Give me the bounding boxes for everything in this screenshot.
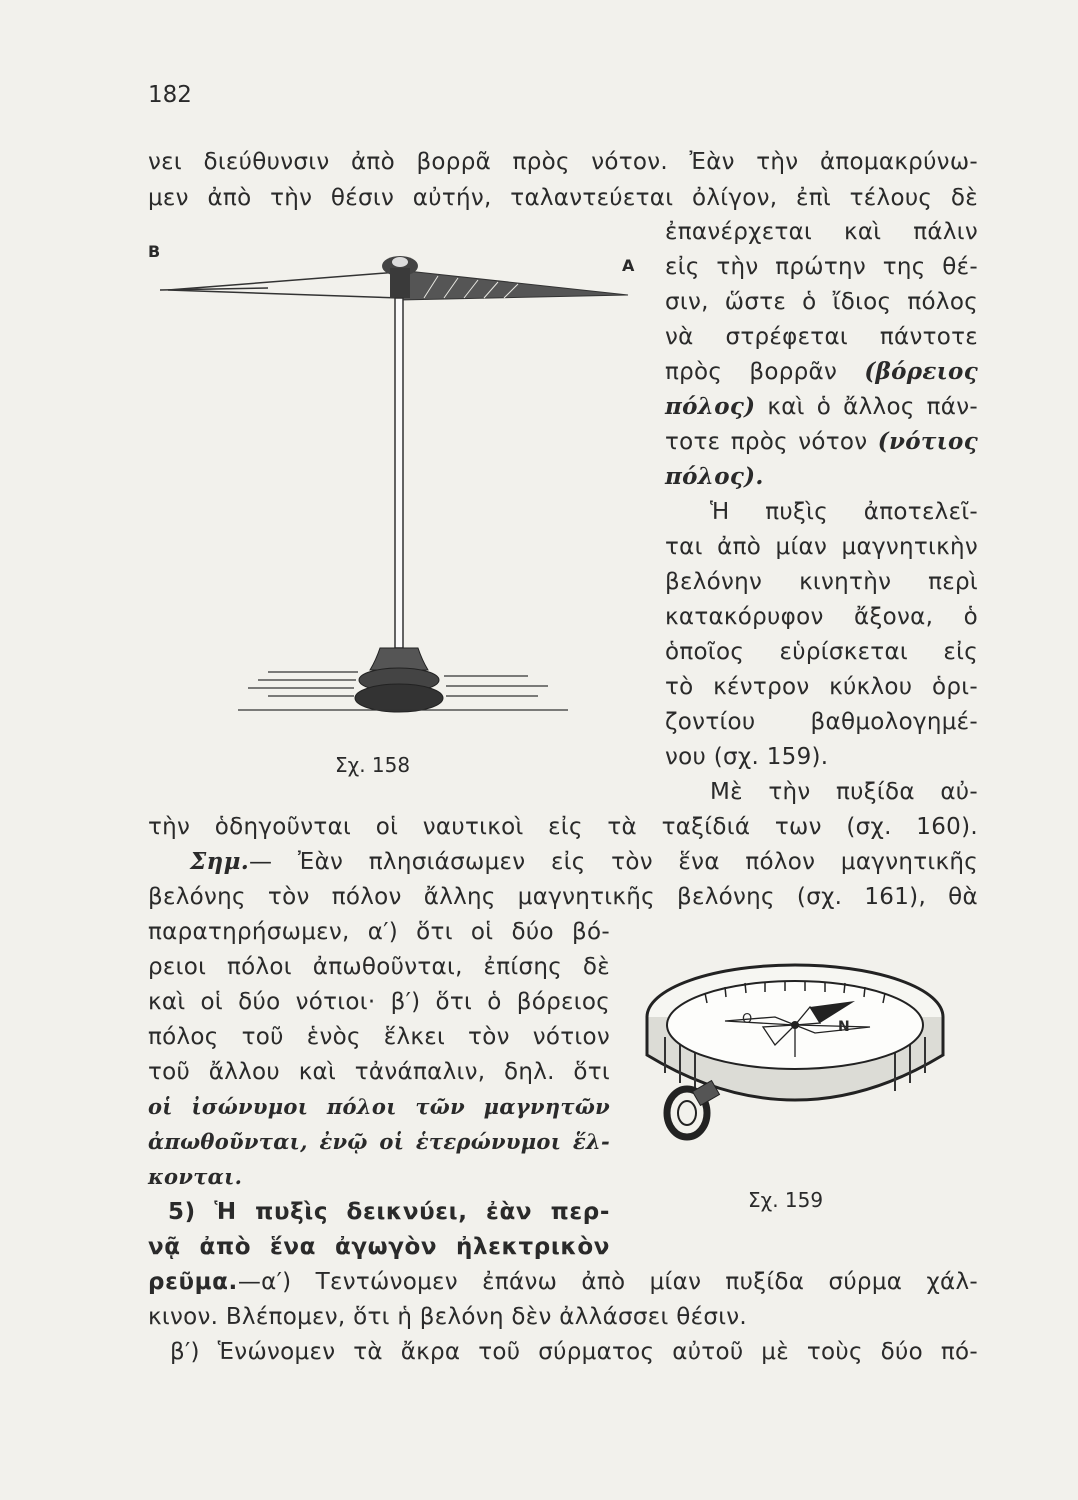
text-line: σιν, ὥστε ὁ ἴδιος πόλος [665,289,978,315]
text-line: Μὲ τὴν πυξίδα αὐ- [710,779,978,805]
text-line: τὸ κέντρον κύκλου ὁρι- [665,674,978,700]
text-line: κινον. Βλέπομεν, ὅτι ἡ βελόνη δὲν ἀλλάσσει θέσιν. [148,1304,748,1330]
text-line: μεν ἀπὸ τὴν θέσιν αὐτήν, ταλαντεύεται ὀλίγον, ἐπὶ τέλους δὲ [148,185,978,211]
text-line: ἐπανέρχεται καὶ πάλιν [665,219,978,245]
needle-label-a: A [622,256,635,275]
text-line-emphasis: ἀπωθοῦνται, ἐνῷ οἱ ἑτερώνυμοι ἕλ- [148,1129,610,1154]
figure-159-compass-illustration [635,955,965,1175]
text-line: πόλος) καὶ ὁ ἄλλος πάν- [665,393,978,420]
compass-label-n: N [838,1019,850,1035]
section-heading-end: ρεῦμα. [148,1269,238,1295]
figure-158-caption: Σχ. 158 [335,753,411,777]
text-line: Σημ.— Ἐὰν πλησιάσωμεν εἰς τὸν ἕνα πόλον μαγνητικῆς [190,848,978,875]
text-line: νὰ στρέφεται πάντοτε [665,324,978,350]
text-line: τοτε πρὸς νότον (νότιος [665,428,978,455]
figure-159-caption: Σχ. 159 [748,1188,824,1212]
text-line: ζοντίου βαθμολογημέ- [665,709,978,735]
text-line: πρὸς βορρᾶν (βόρειος [665,358,978,385]
text-line: βελόνην κινητὴν περὶ [665,569,978,595]
text-line: βελόνης τὸν πόλον ἄλλης μαγνητικῆς βελόνης (σχ. 161), θὰ [148,884,978,910]
section-heading: 5) Ἡ πυξὶς δεικνύει, ἐὰν περ- [168,1199,610,1225]
needle-label-b: B [148,242,161,261]
compass-label-o: O [742,1012,753,1027]
text-line: Ἡ πυξὶς ἀποτελεῖ- [710,499,978,525]
text-line-emphasis: κονται. [148,1164,243,1189]
text-line: καὶ οἱ δύο νότιοι· β′) ὅτι ὁ βόρειος [148,989,610,1015]
text-line: εἰς τὴν πρώτην της θέ- [665,254,978,280]
text-line: ρειοι πόλοι ἀπωθοῦνται, ἐπίσης δὲ [148,954,610,980]
text-line: κατακόρυφον ἄξονα, ὁ [665,604,978,630]
text-line-emphasis: οἱ ἰσώνυμοι πόλοι τῶν μαγνητῶν [148,1094,610,1119]
figure-158-needle-illustration [148,240,648,720]
page-number: 182 [148,82,192,108]
text-line: β′) Ἑνώνομεν τὰ ἄκρα τοῦ σύρματος αὐτοῦ μὲ τοὺς δύο πό- [170,1339,978,1365]
text-line: παρατηρήσωμεν, α′) ὅτι οἱ δύο βό- [148,919,610,945]
text-line: πόλος). [665,463,764,490]
text-line: τὴν ὁδηγοῦνται οἱ ναυτικοὶ εἰς τὰ ταξίδιά των (σχ. 160). [148,814,978,840]
text-line: πόλος τοῦ ἑνὸς ἕλκει τὸν νότιον [148,1024,610,1050]
term-north-pole-end: πόλος) [665,393,756,420]
text-line: νει διεύθυνσιν ἀπὸ βορρᾶ πρὸς νότον. Ἐὰν τὴν ἀπομακρύνω- [148,149,978,175]
text-line: ρεῦμα.—α′) Τεντώνομεν ἐπάνω ἀπὸ μίαν πυξίδα σύρμα χάλ- [148,1269,978,1295]
text-line: νου (σχ. 159). [665,744,829,770]
section-heading: νᾷ ἀπὸ ἕνα ἀγωγὸν ἠλεκτρικὸν [148,1234,610,1260]
term-north-pole: (βόρειος [864,358,978,385]
note-label: Σημ. [190,848,250,875]
term-south-pole: (νότιος [877,428,978,455]
text-line: ὁποῖος εὑρίσκεται εἰς [665,639,978,665]
text-line: ται ἀπὸ μίαν μαγνητικὴν [665,534,978,560]
text-line: τοῦ ἄλλου καὶ τἀνάπαλιν, δηλ. ὅτι [148,1059,610,1085]
